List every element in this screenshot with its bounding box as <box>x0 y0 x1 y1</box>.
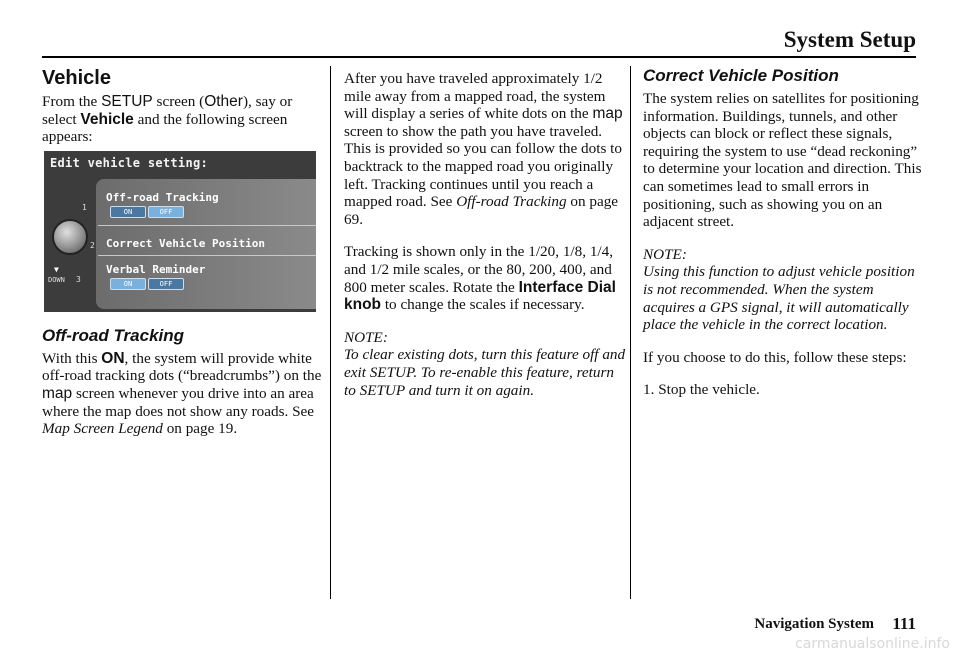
column-divider-2 <box>630 66 631 599</box>
subheading-offroad-tracking: Off-road Tracking <box>42 325 185 345</box>
menu-item-verbal-reminder: Verbal Reminder <box>106 262 206 276</box>
watermark: carmanualsonline.info <box>795 636 950 652</box>
page-header-title: System Setup <box>783 27 916 52</box>
interface-dial-icon <box>52 219 88 255</box>
column-2 <box>344 70 626 414</box>
note-label-2: NOTE: <box>643 245 687 263</box>
vehicle-setting-screenshot <box>44 151 316 312</box>
note-text-2: Using this function to adjust vehicle position is not recommended. When the system acquires a GPS signal, it will automatically place the vehicle in the correct location. <box>643 263 915 334</box>
item-number-3: 3 <box>76 274 81 284</box>
item-number-2: 2 <box>90 240 95 250</box>
down-label: DOWN <box>48 275 65 284</box>
menu-separator-1 <box>98 225 316 226</box>
column-1 <box>42 66 324 453</box>
column-3 <box>643 66 925 414</box>
steps-intro: If you choose to do this, follow these steps: <box>643 348 907 366</box>
scales-paragraph: Tracking is shown only in the 1/20, 1/8, 1/4, and 1/2 mile scales, or the 80, 200, 400, and 800 meter scales. Rotate the Interface Dial knob to change the scales if necessary. <box>344 243 616 314</box>
verbal-on-pill: ON <box>110 278 146 290</box>
down-arrow-icon: ▼ <box>54 264 59 274</box>
note-label-1: NOTE: <box>344 328 388 346</box>
page-number: 111 <box>892 614 916 633</box>
positioning-paragraph: The system relies on satellites for positioning information. Buildings, tunnels, and other objects can block or reflect these signals, requiring the system to use “dead reckoning” to determine your location and direction. This can sometimes lead to small errors in positioning, such as showing you on an adjacent street. <box>643 90 922 231</box>
offroad-off-pill: OFF <box>148 206 184 218</box>
map-screen-legend-ref: Map Screen Legend <box>42 420 163 438</box>
note-text-1: To clear existing dots, turn this feature off and exit SETUP. To re-enable this feature, return to SETUP and turn it on again. <box>344 346 626 399</box>
menu-item-offroad-tracking: Off-road Tracking <box>106 190 219 204</box>
header-rule <box>42 56 916 58</box>
offroad-on-pill: ON <box>110 206 146 218</box>
offroad-paragraph: With this ON, the system will provide white off-road tracking dots (“breadcrumbs”) on the map screen whenever you drive into an area where the map does not show any roads. See Map Screen Legend on page 19. <box>42 349 322 438</box>
tracking-paragraph: After you have traveled approximately 1/2 mile away from a mapped road, the system will display a series of white dots on the map screen to show the path you have traveled. This is provided so you can follow the dots to backtrack to the mapped road you originally left. Tracking continues until you reach a mapped road. See Off-road Tracking on page 69. <box>344 70 623 228</box>
subheading-correct-vehicle-position: Correct Vehicle Position <box>643 66 839 85</box>
menu-item-correct-vehicle-position: Correct Vehicle Position <box>106 236 265 250</box>
item-number-1: 1 <box>82 202 87 212</box>
menu-separator-2 <box>98 255 316 256</box>
column-divider-1 <box>330 66 331 599</box>
screen-title: Edit vehicle setting: <box>50 155 209 170</box>
offroad-tracking-ref: Off-road Tracking <box>456 193 567 211</box>
intro-paragraph: From the SETUP screen (Other), say or select Vehicle and the following screen appears: <box>42 93 293 146</box>
verbal-off-pill: OFF <box>148 278 184 290</box>
step-1: 1. Stop the vehicle. <box>643 381 760 399</box>
footer-navigation-system: Navigation System <box>754 616 874 632</box>
section-heading-vehicle: Vehicle <box>42 67 111 89</box>
